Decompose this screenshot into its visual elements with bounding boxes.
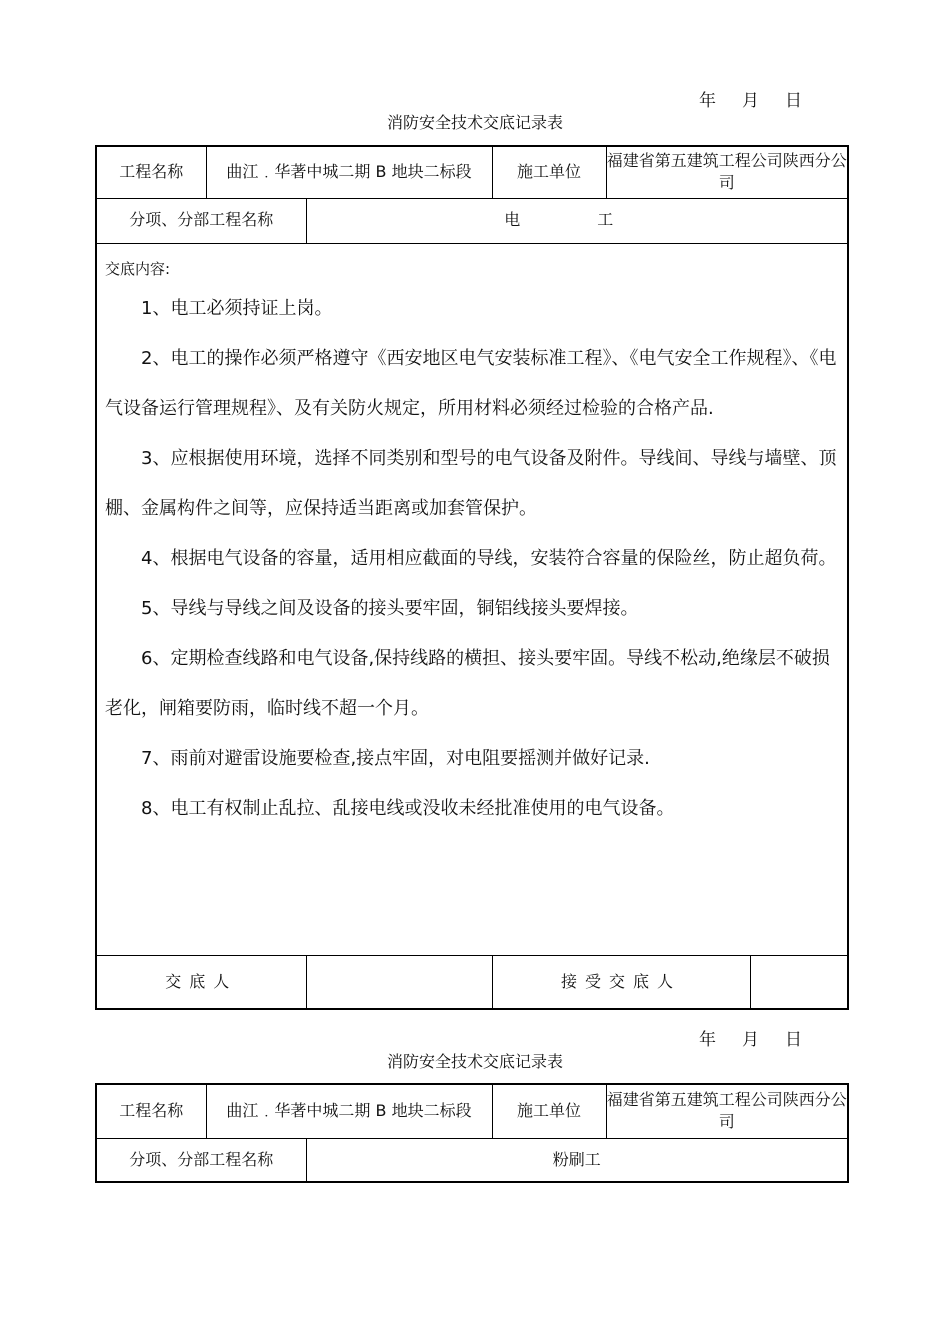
construction-unit-value: 福建省第五建筑工程公司陕西分公司: [606, 146, 848, 198]
content-item: 7、雨前对避雷设施要检查,接点牢固，对电阻要摇测并做好记录.: [141, 747, 650, 769]
section-name-label: 分项、分部工程名称: [96, 1138, 306, 1182]
construction-unit-label: 施工单位: [492, 1084, 606, 1138]
record-table: [95, 1083, 849, 1183]
date-year: 年: [699, 1030, 716, 1050]
giver-signature-field[interactable]: [306, 955, 492, 1009]
giver-label: 交底人: [96, 955, 306, 1009]
date-year: 年: [699, 91, 716, 111]
date-day: 日: [785, 1030, 802, 1050]
content-item: 5、导线与导线之间及设备的接头要牢固，铜铝线接头要焊接。: [141, 597, 639, 619]
form-title: 消防安全技术交底记录表: [386, 1052, 563, 1071]
receiver-label: 接受交底人: [492, 955, 750, 1009]
date-day: 日: [785, 91, 802, 111]
date-month: 月: [742, 1030, 759, 1050]
content-item: 8、电工有权制止乱拉、乱接电线或没收未经批准使用的电气设备。: [141, 797, 675, 819]
record-table: [95, 145, 849, 1010]
content-item: 1、电工必须持证上岗。: [141, 297, 333, 319]
section-name-label: 分项、分部工程名称: [96, 198, 306, 243]
form-title: 消防安全技术交底记录表: [386, 113, 563, 132]
content-item: 2、电工的操作必须严格遵守《西安地区电气安装标准工程》、《电气安全工作规程》、《电气设备运行管理规程》、及有关防火规定，所用材料必须经过检验的合格产品.: [105, 347, 837, 419]
project-name-value: 曲江﹒华著中城二期 B 地块二标段: [206, 1084, 492, 1138]
content-item: 4、根据电气设备的容量，适用相应截面的导线，安装符合容量的保险丝，防止超负荷。: [141, 547, 837, 569]
section-name-value: 粉刷工: [306, 1138, 848, 1182]
date-month: 月: [742, 91, 759, 111]
construction-unit-value: 福建省第五建筑工程公司陕西分公司: [606, 1084, 848, 1138]
date-line: [699, 1025, 802, 1050]
content-item: 3、应根据使用环境，选择不同类别和型号的电气设备及附件。导线间、导线与墙壁、顶棚、金属构件之间等，应保持适当距离或加套管保护。: [105, 447, 837, 519]
content-label: 交底内容:: [105, 259, 171, 278]
project-name-label: 工程名称: [96, 1084, 206, 1138]
content-item: 6、定期检查线路和电气设备,保持线路的横担、接头要牢固。导线不松动,绝缘层不破损老化，闸箱要防雨，临时线不超一个月。: [105, 647, 830, 719]
content-cell: [96, 243, 848, 955]
project-name-value: 曲江﹒华著中城二期 B 地块二标段: [206, 146, 492, 198]
project-name-label: 工程名称: [96, 146, 206, 198]
receiver-signature-field[interactable]: [750, 955, 848, 1009]
section-name-value: 电 工: [306, 198, 848, 243]
construction-unit-label: 施工单位: [492, 146, 606, 198]
date-line: [699, 86, 802, 111]
